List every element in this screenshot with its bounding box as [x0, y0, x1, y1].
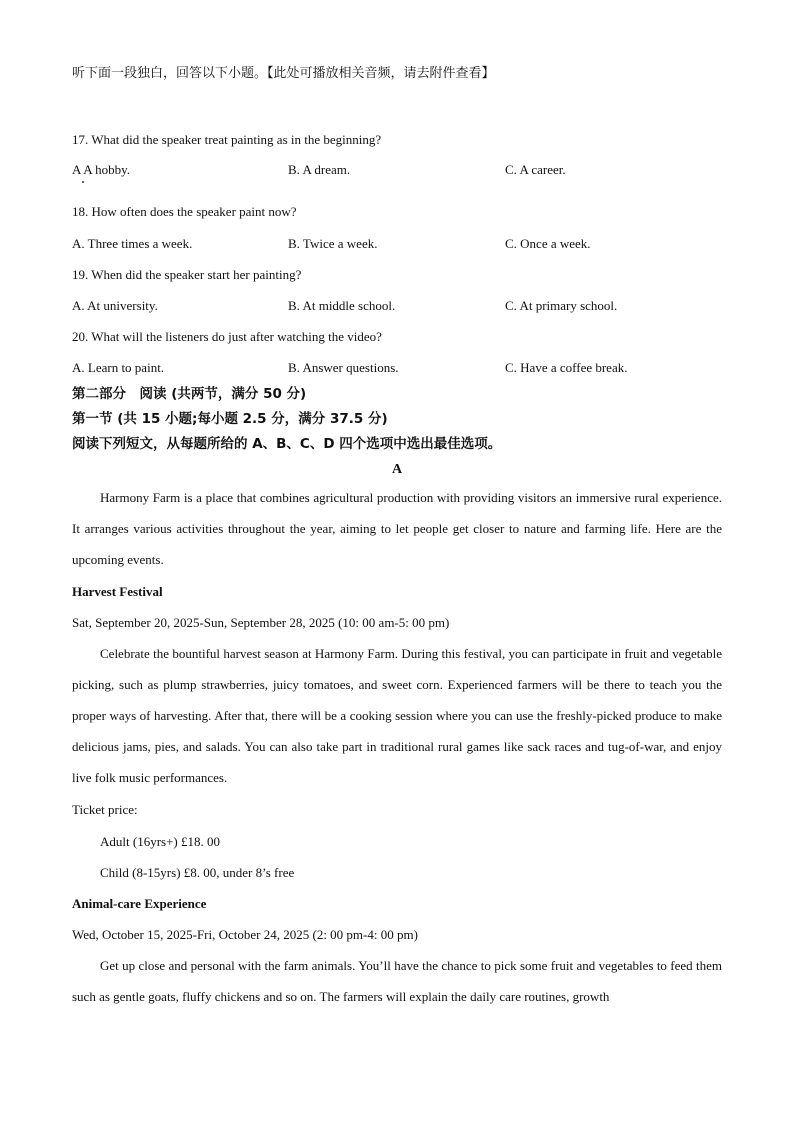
- question-18-option-a: A. Three times a week.: [72, 236, 193, 251]
- passage-intro-paragraph: [72, 482, 722, 575]
- question-18-option-b: B. Twice a week.: [288, 236, 378, 251]
- ticket-price-label: Ticket price:: [72, 802, 138, 817]
- event-1-description: [72, 638, 722, 793]
- event-1-date: Sat, September 20, 2025-Sun, September 28, 2025 (10: 00 am-5: 00 pm): [72, 615, 450, 630]
- question-19-stem: 19. When did the speaker start her painting?: [72, 267, 302, 282]
- question-18-stem: 18. How often does the speaker paint now?: [72, 204, 297, 219]
- section-one-title: 第一节 (共 15 小题;每小题 2.5 分，满分 37.5 分): [72, 411, 388, 427]
- question-19-option-a: A. At university.: [72, 298, 158, 313]
- ticket-price-child: Child (8-15yrs) £8. 00, under 8’s free: [100, 865, 295, 880]
- question-17-option-b: B. A dream.: [288, 162, 351, 177]
- question-18-option-c: C. Once a week.: [505, 236, 591, 251]
- event-2-date: Wed, October 15, 2025-Fri, October 24, 2025 (2: 00 pm-4: 00 pm): [72, 927, 418, 942]
- reading-instructions: 阅读下列短文，从每题所给的 A、B、C、D 四个选项中选出最佳选项。: [72, 436, 502, 452]
- question-20-option-a: A. Learn to paint.: [72, 360, 165, 375]
- event-2-title: Animal-care Experience: [72, 896, 207, 911]
- question-19-option-b: B. At middle school.: [288, 298, 396, 313]
- passage-intro-text: Harmony Farm is a place that combines agricultural production with providing visitors an immersive rural experience. It arranges various activities throughout the year, aiming to let people get closer to nature and farming life. Here are the upcoming events.: [72, 490, 722, 567]
- question-17-option-c: C. A career.: [505, 162, 566, 177]
- question-17-stem: 17. What did the speaker treat painting as in the beginning?: [72, 132, 382, 147]
- listening-intro: 听下面一段独白，回答以下小题。【此处可播放相关音频，请去附件查看】: [72, 66, 495, 81]
- event-1-title: Harvest Festival: [72, 584, 163, 599]
- question-17-option-a: A A hobby.: [72, 162, 131, 177]
- passage-label: A: [391, 462, 403, 477]
- ticket-price-adult: Adult (16yrs+) £18. 00: [100, 834, 220, 849]
- event-1-description-text: Celebrate the bountiful harvest season at Harmony Farm. During this festival, you can participate in fruit and vegetable picking, such as plump strawberries, juicy tomatoes, and sweet corn. Experienced farmers will be there to teach you the proper ways of harvesting. After that, there will be a cooking session where you can use the freshly-picked produce to make delicious jams, pies, and salads. You can also take part in traditional rural games like sack races and tug-of-war, and enjoy live folk music performances.: [72, 646, 722, 785]
- question-19-option-c: C. At primary school.: [505, 298, 618, 313]
- stray-dot: [82, 181, 84, 183]
- event-2-description: [72, 950, 722, 1012]
- event-2-description-text: Get up close and personal with the farm animals. You’ll have the chance to pick some fruit and vegetables to feed them such as gentle goats, fluffy chickens and so on. The farmers will explain the daily care routines, growth: [72, 958, 722, 1004]
- question-20-stem: 20. What will the listeners do just after watching the video?: [72, 329, 382, 344]
- question-20-option-c: C. Have a coffee break.: [505, 360, 628, 375]
- question-20-option-b: B. Answer questions.: [288, 360, 399, 375]
- part-two-title: 第二部分 阅读 (共两节，满分 50 分): [72, 386, 307, 402]
